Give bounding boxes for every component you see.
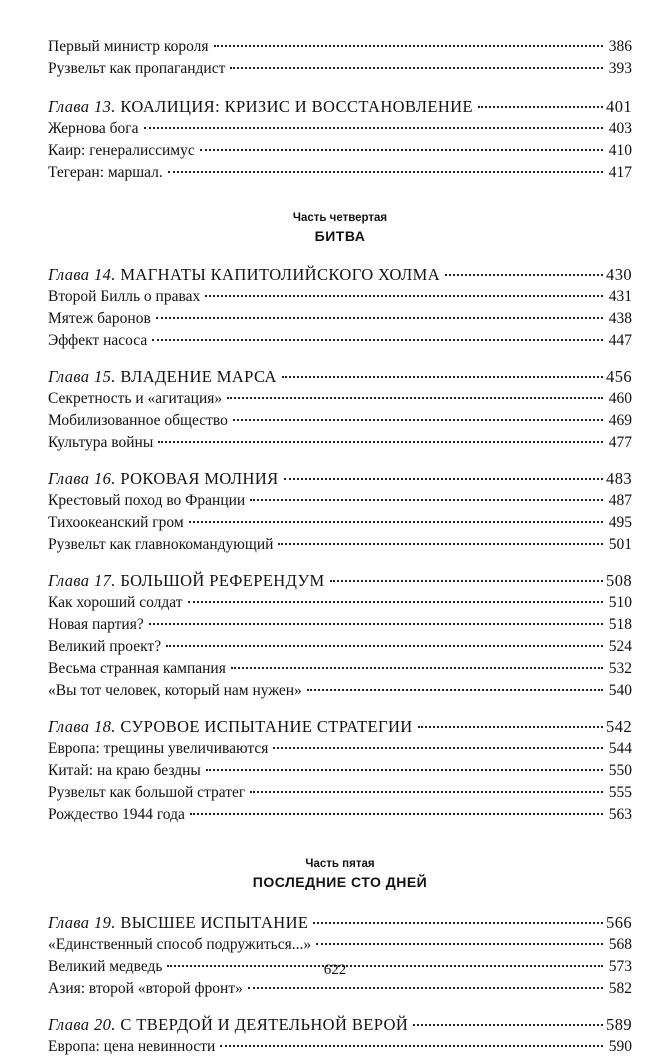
dot-leader: [158, 441, 603, 443]
table-of-contents: [48, 36, 632, 1058]
entry-page: 431: [608, 288, 632, 305]
chapter-page: 508: [606, 571, 632, 590]
entry-title: Рузвельт как главнокомандующий: [48, 536, 274, 553]
chapter-page: 430: [606, 265, 632, 284]
toc-entry: [48, 804, 632, 826]
dot-leader: [273, 747, 603, 749]
entry-title: Тегеран: маршал.: [48, 164, 163, 181]
part-heading: [48, 856, 632, 892]
dot-leader: [478, 106, 603, 108]
dot-leader: [152, 339, 603, 341]
part-heading: [48, 210, 632, 246]
chapter-block: [48, 1014, 632, 1058]
toc-entry: [48, 330, 632, 352]
entry-page: 438: [608, 310, 632, 327]
entry-title: Весьма странная кампания: [48, 660, 226, 677]
chapter-block: [48, 264, 632, 352]
dot-leader: [231, 667, 603, 669]
dot-leader: [214, 45, 603, 47]
chapter-heading: [48, 264, 632, 286]
entry-title: Рузвельт как пропагандист: [48, 60, 226, 77]
chapter-page: 589: [606, 1015, 632, 1034]
toc-entry: [48, 308, 632, 330]
entry-page: 410: [608, 142, 632, 159]
dot-leader: [278, 543, 603, 545]
toc-entry: [48, 58, 632, 80]
toc-entry: [48, 388, 632, 410]
entry-title: Второй Билль о правах: [48, 288, 201, 305]
entry-page: 590: [608, 1038, 632, 1055]
entry-title: Рузвельт как большой стратег: [48, 784, 246, 801]
entry-page: 510: [608, 594, 632, 611]
entry-title: Рождество 1944 года: [48, 806, 185, 823]
dot-leader: [190, 813, 603, 815]
entry-title: Великий медведь: [48, 958, 163, 975]
entry-title: Крестовый поход во Франции: [48, 492, 246, 509]
entry-page: 477: [608, 434, 632, 451]
chapter-label: Глава 13.: [48, 97, 116, 116]
chapter-label: Глава 16.: [48, 469, 116, 488]
dot-leader: [250, 791, 603, 793]
toc-entry: [48, 738, 632, 760]
toc-entry: [48, 534, 632, 556]
dot-leader: [230, 67, 603, 69]
entry-title: Жернова бога: [48, 120, 139, 137]
chapter-label: Глава 18.: [48, 717, 116, 736]
entry-page: 495: [608, 514, 632, 531]
dot-leader: [166, 645, 603, 647]
chapter-heading: [48, 570, 632, 592]
entry-page: 393: [608, 60, 632, 77]
entry-title: Эффект насоса: [48, 332, 148, 349]
toc-entry: [48, 760, 632, 782]
entry-page: 501: [608, 536, 632, 553]
entry-page: 555: [608, 784, 632, 801]
toc-entry: [48, 512, 632, 534]
entry-title: «Единственный способ подружиться...»: [48, 936, 312, 953]
chapter-title: СУРОВОЕ ИСПЫТАНИЕ СТРАТЕГИИ: [120, 717, 413, 736]
toc-entry: [48, 490, 632, 512]
toc-entry: [48, 636, 632, 658]
chapter-heading: [48, 366, 632, 388]
entry-page: 403: [608, 120, 632, 137]
chapter-title: КОАЛИЦИЯ: КРИЗИС И ВОССТАНОВЛЕНИЕ: [120, 97, 473, 116]
toc-entry: [48, 680, 632, 702]
chapter-title: РОКОВАЯ МОЛНИЯ: [120, 469, 279, 488]
dot-leader: [205, 295, 603, 297]
toc-entry: [48, 162, 632, 184]
dot-leader: [313, 922, 603, 924]
entry-page: 582: [608, 980, 632, 997]
entry-page: 417: [608, 164, 632, 181]
chapter-page: 456: [606, 367, 632, 386]
entry-page: 460: [608, 390, 632, 407]
entry-title: Культура войны: [48, 434, 154, 451]
part-label: Часть пятая: [305, 858, 375, 870]
dot-leader: [168, 171, 603, 173]
dot-leader: [316, 943, 603, 945]
dot-leader: [200, 149, 603, 151]
dot-leader: [307, 689, 603, 691]
entry-title: Китай: на краю бездны: [48, 762, 201, 779]
dot-leader: [220, 1045, 603, 1047]
chapter-heading: [48, 912, 632, 934]
entry-title: Как хороший солдат: [48, 594, 183, 611]
entry-page: 487: [608, 492, 632, 509]
dot-leader: [445, 274, 603, 276]
chapter-label: Глава 17.: [48, 571, 116, 590]
entry-title: Первый министр короля: [48, 38, 209, 55]
entry-title: Великий проект?: [48, 638, 162, 655]
toc-entry: [48, 140, 632, 162]
dot-leader: [248, 987, 603, 989]
entry-title: Мятеж баронов: [48, 310, 151, 327]
toc-entry: [48, 286, 632, 308]
entry-page: 550: [608, 762, 632, 779]
part-title: БИТВА: [314, 228, 366, 244]
toc-entry: [48, 614, 632, 636]
chapter-heading: [48, 716, 632, 738]
entry-page: 573: [608, 958, 632, 975]
dot-leader: [250, 499, 603, 501]
chapter-label: Глава 15.: [48, 367, 116, 386]
entry-page: 518: [608, 616, 632, 633]
entry-title: Тихоокеанский гром: [48, 514, 184, 531]
chapter-page: 401: [606, 97, 632, 116]
chapter-heading: [48, 96, 632, 118]
chapter-title: МАГНАТЫ КАПИТОЛИЙСКОГО ХОЛМА: [120, 265, 441, 284]
chapter-title: ВЫСШЕЕ ИСПЫТАНИЕ: [120, 913, 309, 932]
entry-title: «Вы тот человек, который нам нужен»: [48, 682, 302, 699]
part-label: Часть четвертая: [292, 212, 388, 224]
entry-title: Мобилизованное общество: [48, 412, 228, 429]
dot-leader: [233, 419, 603, 421]
chapter-block: [48, 366, 632, 454]
dot-leader: [330, 580, 603, 582]
dot-leader: [189, 521, 603, 523]
entry-title: Новая партия?: [48, 616, 144, 633]
dot-leader: [144, 127, 603, 129]
entry-page: 540: [608, 682, 632, 699]
chapter-title: БОЛЬШОЙ РЕФЕРЕНДУМ: [120, 571, 325, 590]
chapter-heading: [48, 1014, 632, 1036]
entry-page: 532: [608, 660, 632, 677]
entry-page: 524: [608, 638, 632, 655]
dot-leader: [418, 726, 603, 728]
dot-leader: [188, 601, 603, 603]
toc-entry: [48, 782, 632, 804]
entry-page: 386: [608, 38, 632, 55]
chapter-page: 566: [606, 913, 632, 932]
dot-leader: [413, 1024, 603, 1026]
toc-entry: [48, 978, 632, 1000]
dot-leader: [282, 376, 603, 378]
entry-page: 544: [608, 740, 632, 757]
chapter-page: 483: [606, 469, 632, 488]
toc-entry: [48, 934, 632, 956]
dot-leader: [227, 397, 603, 399]
entry-title: Каир: генералиссимус: [48, 142, 195, 159]
chapter-title: С ТВЕРДОЙ И ДЕЯТЕЛЬНОЙ ВЕРОЙ: [120, 1015, 409, 1034]
chapter-block: [48, 912, 632, 1000]
entry-page: 447: [608, 332, 632, 349]
chapter-block: [48, 716, 632, 826]
chapter-page: 542: [606, 717, 632, 736]
toc-entry: [48, 432, 632, 454]
entry-title: Азия: второй «второй фронт»: [48, 980, 243, 997]
dot-leader: [149, 623, 603, 625]
toc-entry: [48, 36, 632, 58]
entry-page: 469: [608, 412, 632, 429]
chapter-label: Глава 19.: [48, 913, 116, 932]
dot-leader: [284, 478, 603, 480]
entry-title: Европа: трещины увеличиваются: [48, 740, 269, 757]
toc-entry: [48, 592, 632, 614]
chapter-label: Глава 14.: [48, 265, 116, 284]
chapter-block: [48, 96, 632, 184]
page-number: 622: [323, 962, 347, 978]
toc-entry: [48, 658, 632, 680]
toc-entry: [48, 410, 632, 432]
dot-leader: [156, 317, 603, 319]
chapter-block: [48, 468, 632, 556]
chapter-block: [48, 570, 632, 702]
entry-title: Секретность и «агитация»: [48, 390, 223, 407]
dot-leader: [206, 769, 603, 771]
part-title: ПОСЛЕДНИЕ СТО ДНЕЙ: [252, 874, 428, 890]
chapter-label: Глава 20.: [48, 1015, 116, 1034]
entry-page: 568: [608, 936, 632, 953]
entry-title: Европа: цена невинности: [48, 1038, 216, 1055]
toc-entry: [48, 1036, 632, 1058]
chapter-heading: [48, 468, 632, 490]
toc-entry: [48, 118, 632, 140]
entry-page: 563: [608, 806, 632, 823]
chapter-title: ВЛАДЕНИЕ МАРСА: [120, 367, 277, 386]
